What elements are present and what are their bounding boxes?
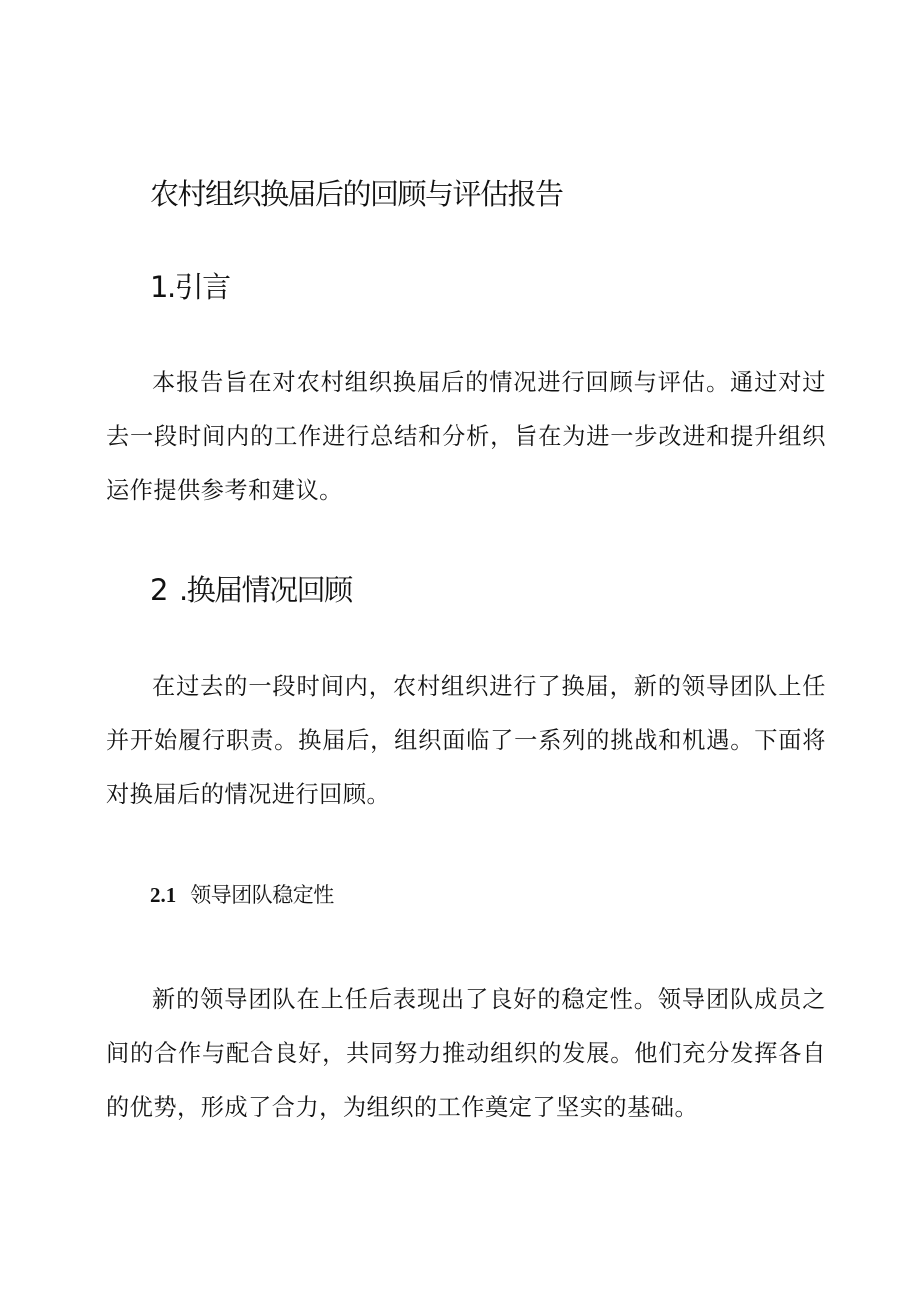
review-paragraph: 在过去的一段时间内，农村组织进行了换届，新的领导团队上任并开始履行职责。换届后，组织面临了一系列的挑战和机遇。下面将对换届后的情况进行回顾。	[106, 673, 826, 808]
subsection-title: 领导团队稳定性	[190, 883, 334, 907]
section-title: 引言	[174, 270, 230, 304]
leadership-stability-paragraph: 新的领导团队在上任后表现出了良好的稳定性。领导团队成员之间的合作与配合良好，共同努力推动组织的发展。他们充分发挥各自的优势，形成了合力，为组织的工作奠定了坚实的基础。	[106, 986, 826, 1121]
subsection-number: 2.1	[150, 883, 177, 907]
section-number: 1.	[150, 270, 175, 304]
section-number: 2	[150, 573, 167, 607]
introduction-paragraph: 本报告旨在对农村组织换届后的情况进行回顾与评估。通过对过去一段时间内的工作进行总结和分析，旨在为进一步改进和提升组织运作提供参考和建议。	[106, 369, 826, 504]
section-heading-introduction	[150, 265, 230, 309]
document-title: 农村组织换届后的回顾与评估报告	[150, 177, 563, 211]
subsection-heading-leadership-stability	[150, 878, 334, 912]
section-title: .换届情况回顾	[178, 573, 352, 607]
section-heading-review	[150, 568, 352, 612]
